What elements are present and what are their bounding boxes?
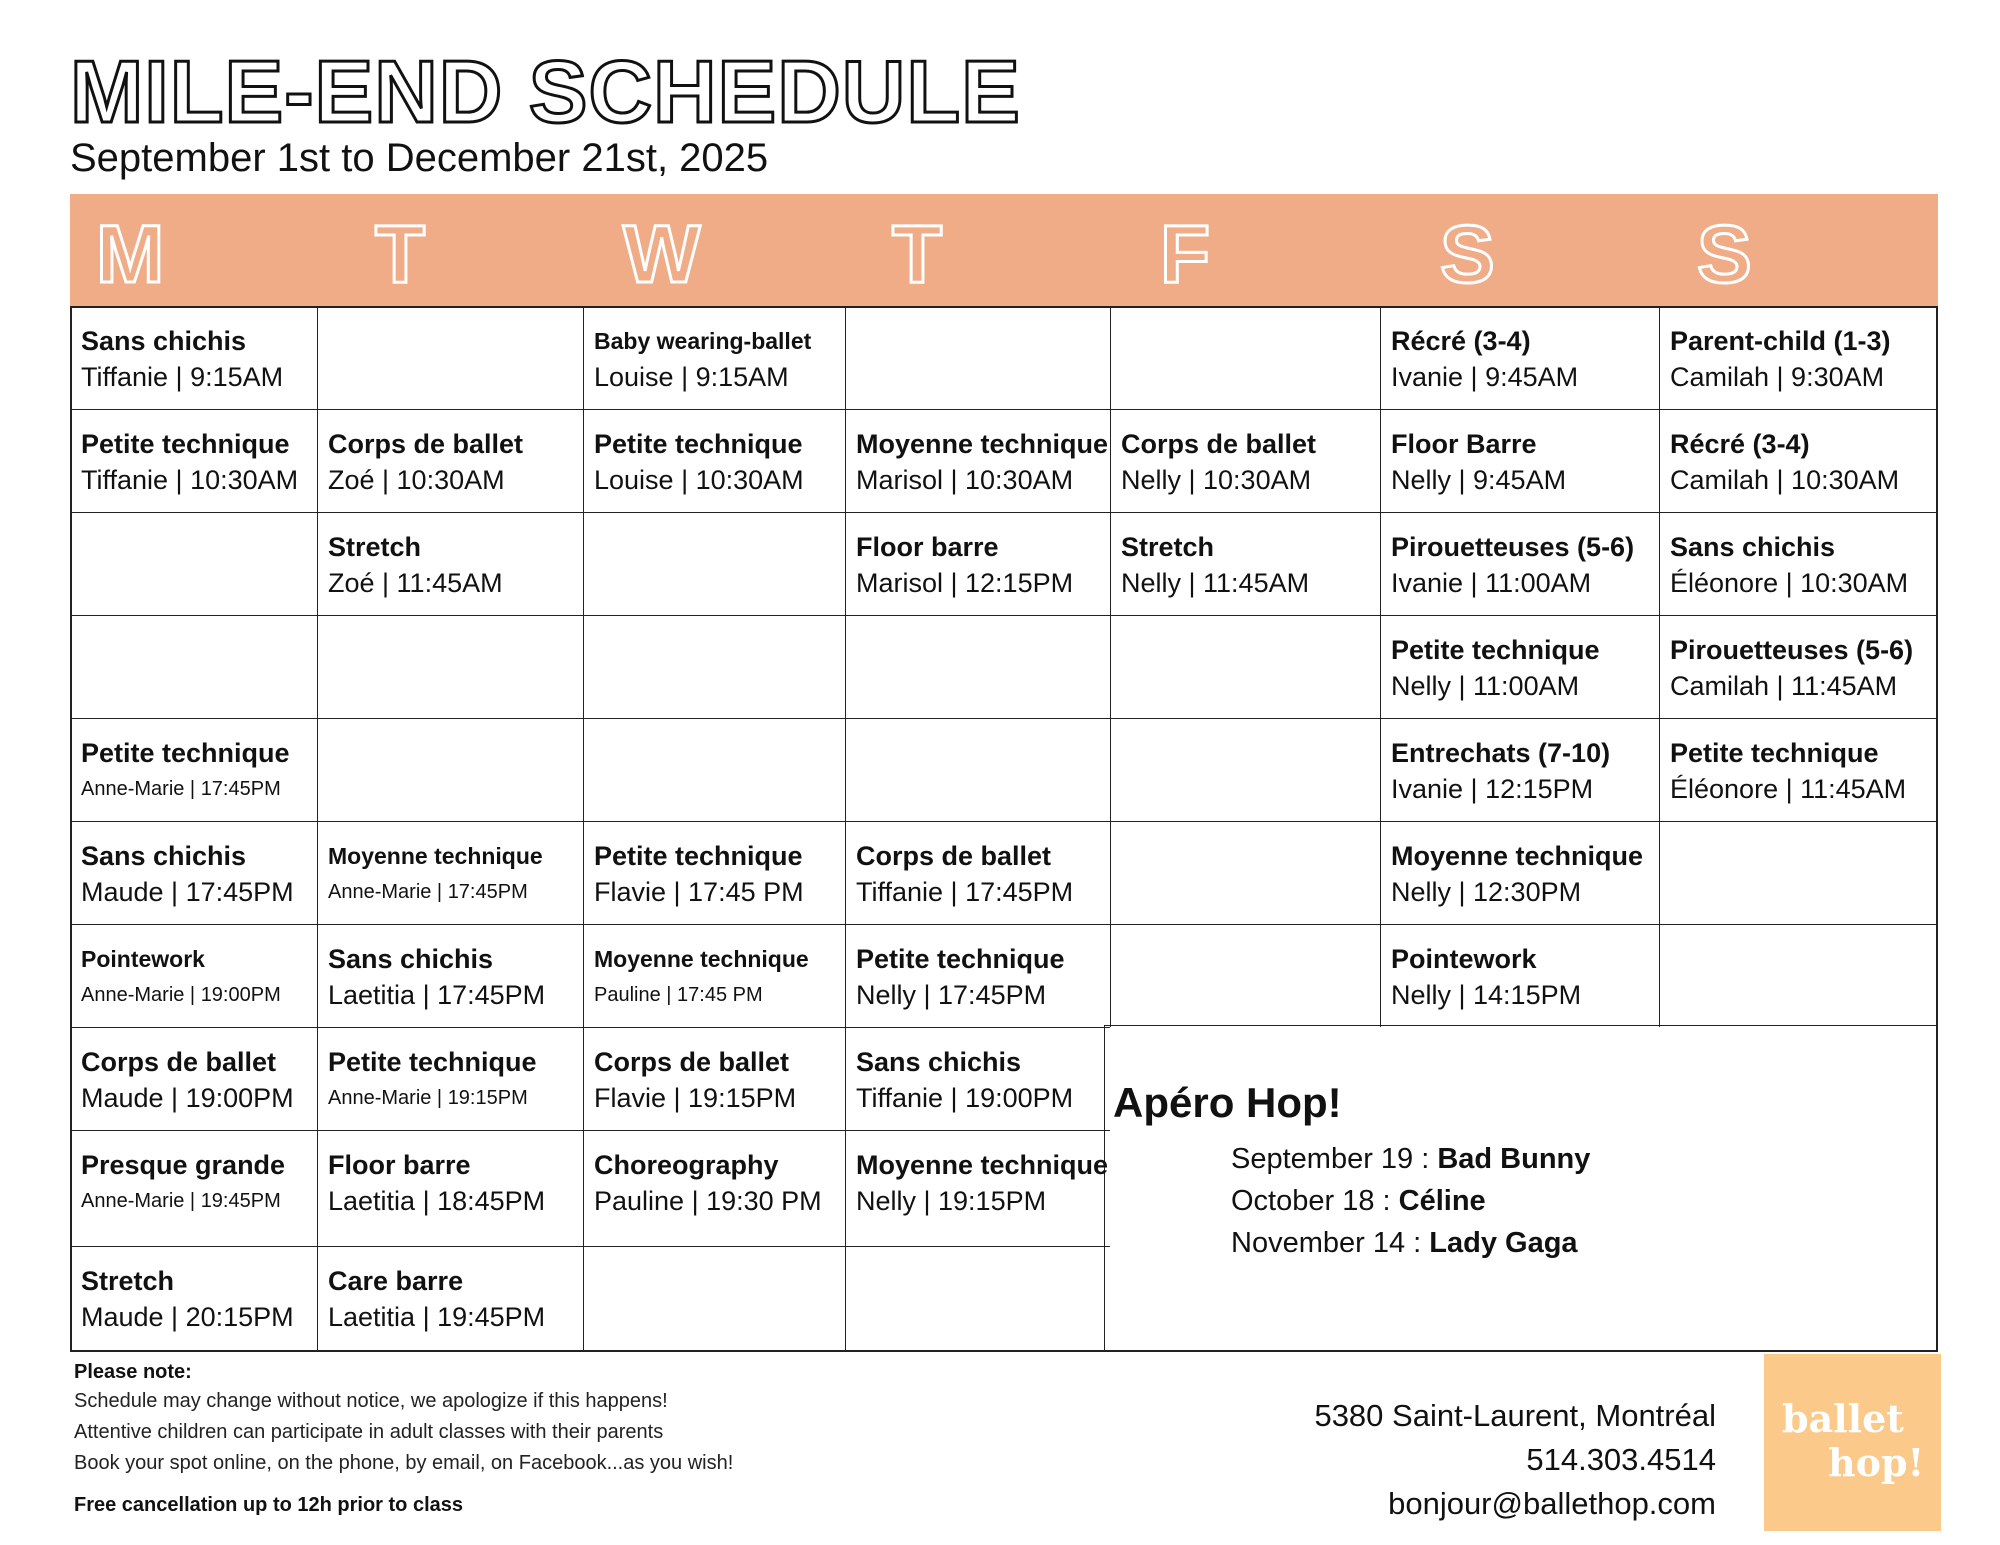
- class-cell-floor-barre: [1380, 409, 1659, 512]
- apero-hop-panel: [1104, 1025, 1938, 1352]
- day-label-monday: M: [96, 209, 165, 300]
- schedule-grid: [70, 306, 1938, 1352]
- class-name: Floor barre: [856, 532, 999, 562]
- class-cell-petite-technique: [317, 1027, 583, 1130]
- class-name: Petite technique: [1391, 635, 1600, 665]
- studio-email[interactable]: bonjour@ballethop.com: [1388, 1486, 1716, 1521]
- class-instructor-time: Nelly | 11:45AM: [1121, 568, 1310, 598]
- empty-slot: [1110, 718, 1380, 821]
- class-cell-moyenne-technique: [317, 821, 583, 924]
- class-cell-presque-grande: [70, 1130, 317, 1246]
- empty-slot: [317, 615, 583, 718]
- class-name: Moyenne technique: [856, 429, 1109, 459]
- class-cell-moyenne-technique: [583, 924, 845, 1027]
- class-name: Sans chichis: [856, 1047, 1022, 1077]
- ballet-hop-logo: [1764, 1354, 1941, 1531]
- class-cell-care-barre: [317, 1246, 583, 1352]
- class-name: Corps de ballet: [81, 1047, 277, 1077]
- empty-slot: [1110, 306, 1380, 409]
- class-instructor-time: Pauline | 19:30 PM: [594, 1186, 822, 1216]
- class-name: Floor barre: [328, 1150, 471, 1180]
- page-title: MILE-END SCHEDULE: [70, 42, 1021, 141]
- class-name: Corps de ballet: [1121, 429, 1317, 459]
- class-name: Récré (3-4): [1391, 326, 1531, 356]
- class-name: Petite technique: [81, 429, 290, 459]
- empty-slot: [1659, 821, 1938, 924]
- empty-slot: [845, 718, 1110, 821]
- cancellation-policy: Free cancellation up to 12h prior to class: [74, 1494, 463, 1516]
- class-name: Sans chichis: [1670, 532, 1836, 562]
- class-cell-moyenne-technique: [1380, 821, 1659, 924]
- notes-section: [74, 1358, 733, 1519]
- notes-title: Please note:: [74, 1361, 192, 1383]
- class-name: Sans chichis: [328, 944, 494, 974]
- class-cell-petite-technique: [845, 924, 1110, 1027]
- class-name: Baby wearing-ballet: [594, 328, 812, 354]
- class-instructor-time: Tiffanie | 17:45PM: [856, 877, 1074, 907]
- class-instructor-time: Camilah | 9:30AM: [1670, 362, 1885, 392]
- studio-phone[interactable]: 514.303.4514: [1526, 1442, 1716, 1477]
- class-name: Sans chichis: [81, 326, 247, 356]
- class-name: Récré (3-4): [1670, 429, 1810, 459]
- class-instructor-time: Pauline | 17:45 PM: [594, 984, 763, 1006]
- class-cell-corps-de-ballet: [317, 409, 583, 512]
- class-cell-stretch: [1110, 512, 1380, 615]
- empty-slot: [317, 718, 583, 821]
- class-cell-sans-chichis: [70, 821, 317, 924]
- empty-slot: [1110, 821, 1380, 924]
- class-instructor-time: Zoé | 10:30AM: [328, 465, 505, 495]
- class-name: Sans chichis: [81, 841, 247, 871]
- empty-slot: [583, 512, 845, 615]
- class-cell-floor-barre: [845, 512, 1110, 615]
- empty-slot: [70, 512, 317, 615]
- class-cell-pirouetteuses-5-6: [1659, 615, 1938, 718]
- empty-slot: [70, 615, 317, 718]
- class-cell-pointework: [70, 924, 317, 1027]
- empty-slot: [583, 718, 845, 821]
- class-name: Pirouetteuses (5-6): [1670, 635, 1914, 665]
- note-line: Book your spot online, on the phone, by email, on Facebook...as you wish!: [74, 1452, 734, 1474]
- class-instructor-time: Maude | 17:45PM: [81, 877, 294, 907]
- logo-text-ballet: ballet: [1782, 1396, 1904, 1441]
- class-instructor-time: Anne-Marie | 17:45PM: [81, 778, 281, 800]
- class-name: Stretch: [81, 1266, 175, 1296]
- class-cell-floor-barre: [317, 1130, 583, 1246]
- class-instructor-time: Louise | 9:15AM: [594, 362, 789, 392]
- apero-event: November 14 : Lady Gaga: [1231, 1227, 1578, 1259]
- class-cell-stretch: [317, 512, 583, 615]
- class-cell-pointework: [1380, 924, 1659, 1027]
- class-instructor-time: Nelly | 19:15PM: [856, 1186, 1047, 1216]
- class-instructor-time: Marisol | 12:15PM: [856, 568, 1074, 598]
- class-instructor-time: Nelly | 10:30AM: [1121, 465, 1312, 495]
- class-name: Moyenne technique: [856, 1150, 1109, 1180]
- empty-slot: [1110, 615, 1380, 718]
- class-instructor-time: Nelly | 14:15PM: [1391, 980, 1582, 1010]
- class-instructor-time: Marisol | 10:30AM: [856, 465, 1074, 495]
- class-name: Petite technique: [328, 1047, 537, 1077]
- class-name: Care barre: [328, 1266, 464, 1296]
- weekday-header-band: [70, 194, 1938, 306]
- class-name: Stretch: [328, 532, 422, 562]
- class-cell-entrechats-7-10: [1380, 718, 1659, 821]
- day-label-sunday: S: [1697, 209, 1752, 300]
- class-cell-choreography: [583, 1130, 845, 1246]
- class-cell-sans-chichis: [1659, 512, 1938, 615]
- class-instructor-time: Camilah | 10:30AM: [1670, 465, 1900, 495]
- class-cell-corps-de-ballet: [1110, 409, 1380, 512]
- class-name: Corps de ballet: [856, 841, 1052, 871]
- apero-event: October 18 : Céline: [1231, 1185, 1486, 1217]
- contact-info: [1314, 1394, 1716, 1526]
- empty-slot: [845, 615, 1110, 718]
- class-instructor-time: Camilah | 11:45AM: [1670, 671, 1898, 701]
- class-name: Petite technique: [81, 738, 290, 768]
- class-instructor-time: Éléonore | 11:45AM: [1670, 774, 1907, 804]
- class-instructor-time: Laetitia | 19:45PM: [328, 1302, 546, 1332]
- note-line: Attentive children can participate in adult classes with their parents: [74, 1421, 664, 1443]
- class-cell-recre-3-4: [1659, 409, 1938, 512]
- logo-text-hop: hop!: [1828, 1440, 1925, 1485]
- class-name: Petite technique: [856, 944, 1065, 974]
- class-name: Entrechats (7-10): [1391, 738, 1611, 768]
- empty-slot: [845, 306, 1110, 409]
- class-instructor-time: Flavie | 17:45 PM: [594, 877, 804, 907]
- class-instructor-time: Nelly | 9:45AM: [1391, 465, 1567, 495]
- class-instructor-time: Anne-Marie | 17:45PM: [328, 881, 528, 903]
- class-cell-petite-technique: [1659, 718, 1938, 821]
- class-name: Petite technique: [1670, 738, 1879, 768]
- class-cell-sans-chichis: [317, 924, 583, 1027]
- class-instructor-time: Flavie | 19:15PM: [594, 1083, 797, 1113]
- class-instructor-time: Éléonore | 10:30AM: [1670, 568, 1909, 598]
- class-cell-parent-child-1-3: [1659, 306, 1938, 409]
- class-cell-sans-chichis: [845, 1027, 1110, 1130]
- date-range-subtitle: September 1st to December 21st, 2025: [70, 136, 769, 180]
- class-instructor-time: Anne-Marie | 19:15PM: [328, 1087, 528, 1109]
- class-name: Petite technique: [594, 429, 803, 459]
- class-name: Pointework: [1391, 944, 1537, 974]
- class-cell-moyenne-technique: [845, 409, 1110, 512]
- class-instructor-time: Anne-Marie | 19:45PM: [81, 1190, 281, 1212]
- class-instructor-time: Tiffanie | 10:30AM: [81, 465, 299, 495]
- apero-hop-events: [1231, 1138, 1590, 1264]
- day-label-wednesday: W: [623, 209, 701, 300]
- class-cell-petite-technique: [583, 821, 845, 924]
- class-cell-sans-chichis: [70, 306, 317, 409]
- class-instructor-time: Laetitia | 17:45PM: [328, 980, 546, 1010]
- class-instructor-time: Ivanie | 11:00AM: [1391, 568, 1592, 598]
- empty-slot: [317, 306, 583, 409]
- class-instructor-time: Nelly | 11:00AM: [1391, 671, 1580, 701]
- class-cell-petite-technique: [1380, 615, 1659, 718]
- class-instructor-time: Ivanie | 9:45AM: [1391, 362, 1579, 392]
- class-instructor-time: Zoé | 11:45AM: [328, 568, 503, 598]
- class-name: Corps de ballet: [594, 1047, 790, 1077]
- class-cell-corps-de-ballet: [845, 821, 1110, 924]
- class-name: Pointework: [81, 946, 205, 972]
- empty-slot: [583, 1246, 845, 1352]
- day-label-thursday: T: [892, 209, 943, 300]
- class-name: Moyenne technique: [1391, 841, 1644, 871]
- class-name: Presque grande: [81, 1150, 286, 1180]
- class-name: Pirouetteuses (5-6): [1391, 532, 1635, 562]
- class-instructor-time: Anne-Marie | 19:00PM: [81, 984, 281, 1006]
- class-name: Moyenne technique: [594, 946, 809, 972]
- class-name: Corps de ballet: [328, 429, 524, 459]
- class-name: Stretch: [1121, 532, 1215, 562]
- class-instructor-time: Laetitia | 18:45PM: [328, 1186, 546, 1216]
- class-name: Moyenne technique: [328, 843, 543, 869]
- class-name: Choreography: [594, 1150, 779, 1180]
- day-label-saturday: S: [1440, 209, 1495, 300]
- class-cell-stretch: [70, 1246, 317, 1352]
- class-cell-petite-technique: [583, 409, 845, 512]
- class-cell-baby-wearing-ballet: [583, 306, 845, 409]
- empty-slot: [1110, 924, 1380, 1027]
- apero-hop-title: Apéro Hop!: [1113, 1079, 1342, 1126]
- class-cell-pirouetteuses-5-6: [1380, 512, 1659, 615]
- class-instructor-time: Louise | 10:30AM: [594, 465, 804, 495]
- note-line: Schedule may change without notice, we apologize if this happens!: [74, 1390, 668, 1412]
- class-name: Floor Barre: [1391, 429, 1537, 459]
- empty-slot: [583, 615, 845, 718]
- empty-slot: [845, 1246, 1110, 1352]
- class-cell-moyenne-technique: [845, 1130, 1110, 1246]
- class-instructor-time: Maude | 19:00PM: [81, 1083, 294, 1113]
- class-name: Petite technique: [594, 841, 803, 871]
- class-instructor-time: Ivanie | 12:15PM: [1391, 774, 1594, 804]
- class-cell-recre-3-4: [1380, 306, 1659, 409]
- class-instructor-time: Tiffanie | 9:15AM: [81, 362, 284, 392]
- class-instructor-time: Nelly | 12:30PM: [1391, 877, 1582, 907]
- class-instructor-time: Tiffanie | 19:00PM: [856, 1083, 1074, 1113]
- class-name: Parent-child (1-3): [1670, 326, 1891, 356]
- day-label-tuesday: T: [375, 209, 426, 300]
- apero-event: September 19 : Bad Bunny: [1231, 1143, 1591, 1175]
- empty-slot: [1659, 924, 1938, 1027]
- class-cell-petite-technique: [70, 409, 317, 512]
- studio-address: 5380 Saint-Laurent, Montréal: [1314, 1398, 1716, 1433]
- day-label-friday: F: [1160, 209, 1211, 300]
- class-instructor-time: Maude | 20:15PM: [81, 1302, 294, 1332]
- class-instructor-time: Nelly | 17:45PM: [856, 980, 1047, 1010]
- class-cell-corps-de-ballet: [583, 1027, 845, 1130]
- class-cell-petite-technique: [70, 718, 317, 821]
- class-cell-corps-de-ballet: [70, 1027, 317, 1130]
